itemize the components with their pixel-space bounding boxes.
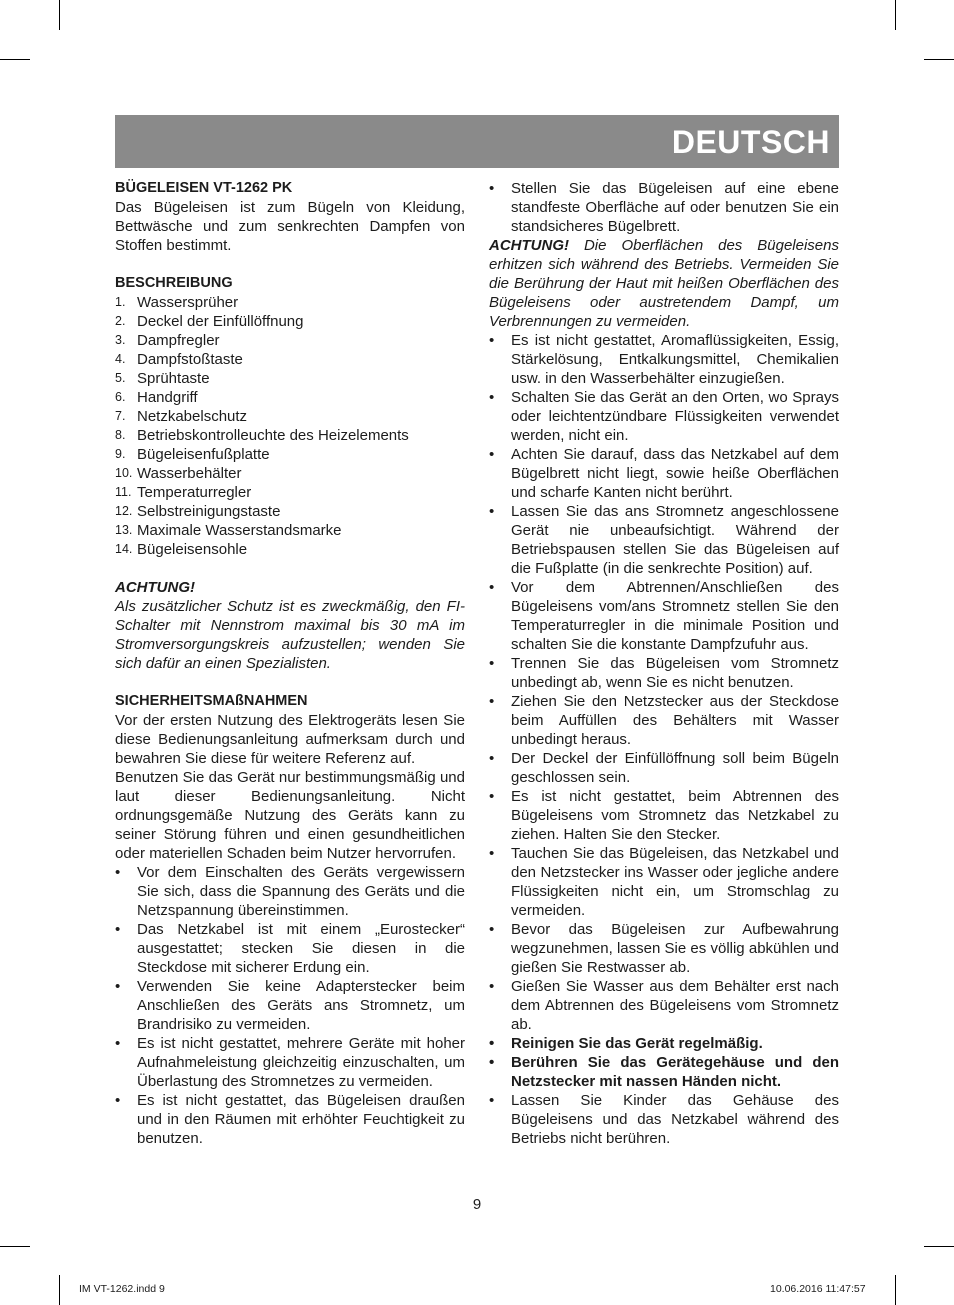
warning-title: ACHTUNG! (489, 237, 569, 254)
list-item: 9. Bügeleisenfußplatte (115, 446, 270, 463)
parts-list (115, 293, 465, 559)
list-item: • Stellen Sie das Bügeleisen auf eine ebene standfeste Oberfläche auf oder benutzen Sie ein standsicheres Bügelbrett. (489, 180, 839, 235)
list-item: • Vor dem Abtrennen/Anschließen des Bügeleisens vom/ans Stromnetz stellen Sie den Temperaturregler in die minimale Position und schalten Sie die konstante Dampfzufuhr aus. (489, 579, 839, 653)
list-item: • Bevor das Bügeleisen zur Aufbewahrung wegzunehmen, lassen Sie es völlig abkühlen und gießen Sie Restwasser ab. (489, 921, 839, 976)
list-item: 14. Bügeleisensohle (115, 541, 248, 558)
footer-filename: IM VT-1262.indd 9 (79, 1283, 165, 1295)
list-item: 2. Deckel der Einfüllöffnung (115, 313, 304, 330)
list-item: • Trennen Sie das Bügeleisen vom Stromnetz unbedingt ab, wenn Sie es nicht benutzen. (489, 655, 839, 691)
description-heading: BESCHREIBUNG (115, 275, 233, 291)
list-item: • Vor dem Einschalten des Geräts vergewissern Sie sich, dass die Spannung des Geräts und die Netzspannung übereinstimmen. (115, 864, 465, 919)
intro-paragraph: Das Bügeleisen ist zum Bügeln von Kleidung, Bettwäsche und zum senkrechten Dampfen von Stoffen bestimmt. (115, 199, 465, 254)
left-column (115, 179, 465, 1148)
list-item: • Verwenden Sie keine Adapterstecker beim Anschließen des Geräts ans Stromnetz, um Brandrisiko zu vermeiden. (115, 978, 465, 1033)
safety-paragraph: Vor der ersten Nutzung des Elektrogeräts lesen Sie diese Bedienungsanleitung aufmerksam durch und bewahren Sie diese für weitere Referenz auf. (115, 712, 465, 767)
list-item: • Es ist nicht gestattet, das Bügeleisen draußen und in den Räumen mit erhöhter Feuchtigkeit zu benutzen. (115, 1092, 465, 1147)
list-item: 3. Dampfregler (115, 332, 220, 349)
list-item: • Das Netzkabel ist mit einem „Eurostecker“ ausgestattet; stecken Sie diesen in die Steckdose mit sicherer Erdung ein. (115, 921, 465, 976)
product-title: BÜGELEISEN VT-1262 PK (115, 180, 293, 196)
list-item: • Tauchen Sie das Bügeleisen, das Netzkabel und den Netzstecker ins Wasser oder jegliche andere Flüssigkeiten nicht ein, um Stromschlag zu vermeiden. (489, 845, 839, 919)
crop-mark (924, 59, 954, 60)
list-item: • Reinigen Sie das Gerät regelmäßig. (489, 1035, 763, 1052)
crop-mark (59, 0, 60, 30)
list-item: • Lassen Sie Kinder das Gehäuse des Bügeleisens und das Netzkabel während des Betriebs nicht berühren. (489, 1092, 839, 1147)
crop-mark (59, 1275, 60, 1305)
crop-mark (0, 59, 30, 60)
crop-mark (0, 1246, 30, 1247)
language-banner (115, 115, 839, 168)
crop-mark (924, 1246, 954, 1247)
list-item: 10. Wasserbehälter (115, 465, 242, 482)
list-item: • Schalten Sie das Gerät an den Orten, wo Sprays oder leichtentzündbare Flüssigkeiten verwendet werden, nicht ein. (489, 389, 839, 444)
list-item: 13. Maximale Wasserstandsmarke (115, 522, 342, 539)
list-item: 8. Betriebskontrolleuchte des Heizelements (115, 427, 409, 444)
list-item: • Achten Sie darauf, dass das Netzkabel auf dem Bügelbrett nicht liegt, sowie heiße Oberflächen und scharfe Kanten nicht berührt. (489, 446, 839, 501)
list-item: 1. Wassersprüher (115, 294, 239, 311)
page-number: 9 (472, 1196, 482, 1213)
safety-paragraph: Benutzen Sie das Gerät nur bestimmungsmäßig und laut dieser Bedienungsanleitung. Nicht ordnungsgemäße Nutzung des Geräts kann zu seiner Störung führen und einen gesundheitlichen oder materiellen Schaden beim Nutzer hervorrufen. (115, 769, 465, 862)
list-item: • Es ist nicht gestattet, beim Abtrennen des Bügeleisens vom Stromnetz das Netzkabel zu ziehen. Halten Sie den Stecker. (489, 788, 839, 843)
list-item: • Ziehen Sie den Netzstecker aus der Steckdose beim Auffüllen des Behälters mit Wasser unbedingt heraus. (489, 693, 839, 748)
footer-timestamp: 10.06.2016 11:47:57 (770, 1283, 866, 1295)
list-item: 6. Handgriff (115, 389, 198, 406)
list-item: 7. Netzkabelschutz (115, 408, 248, 425)
list-item: 5. Sprühtaste (115, 370, 210, 387)
list-item: 12. Selbstreinigungstaste (115, 503, 281, 520)
crop-mark (895, 0, 896, 30)
page-title: DEUTSCH (671, 124, 830, 160)
list-item: 11. Temperaturregler (115, 484, 252, 501)
safety-heading: SICHERHEITSMAßNAHMEN (115, 693, 308, 709)
warning-text: Als zusätzlicher Schutz ist es zweckmäßig, den FI-Schalter mit Nennstrom maximal bis 30 mA im Stromversorgungskreis aufzustellen; wenden Sie sich dafür an einen Spezialisten. (115, 598, 465, 672)
list-item: • Lassen Sie das ans Stromnetz angeschlossene Gerät nie unbeaufsichtigt. Während der Betriebspausen stellen Sie das Bügeleisen auf die Fußplatte (in die senkrechte Position) auf. (489, 503, 839, 577)
right-column (489, 179, 839, 1148)
warning-text: ACHTUNG! Die Oberflächen des Bügeleisens erhitzen sich während des Betriebs. Vermeiden Sie die Berührung der Haut mit heißen Oberflächen des Bügeleisens oder austretendem Dampf, um Verbrennungen zu vermeiden. (489, 237, 839, 330)
list-item: • Der Deckel der Einfüllöffnung soll beim Bügeln geschlossen sein. (489, 750, 839, 786)
list-item: • Gießen Sie Wasser aus dem Behälter erst nach dem Abtrennen des Bügeleisens vom Stromnetz ab. (489, 978, 839, 1033)
list-item: 4. Dampfstoßtaste (115, 351, 243, 368)
list-item: • Es ist nicht gestattet, Aromaflüssigkeiten, Essig, Stärkelösung, Entkalkungsmittel, Chemikalien usw. in den Wasserbehälter einzugießen. (489, 332, 839, 387)
list-item: • Es ist nicht gestattet, mehrere Geräte mit hoher Aufnahmeleistung gleichzeitig einzuschalten, um Überlastung des Stromnetzes zu vermeiden. (115, 1035, 465, 1090)
crop-mark (895, 1275, 896, 1305)
warning-title: ACHTUNG! (115, 579, 195, 596)
list-item: • Berühren Sie das Gerätegehäuse und den Netzstecker mit nassen Händen nicht. (489, 1054, 839, 1090)
